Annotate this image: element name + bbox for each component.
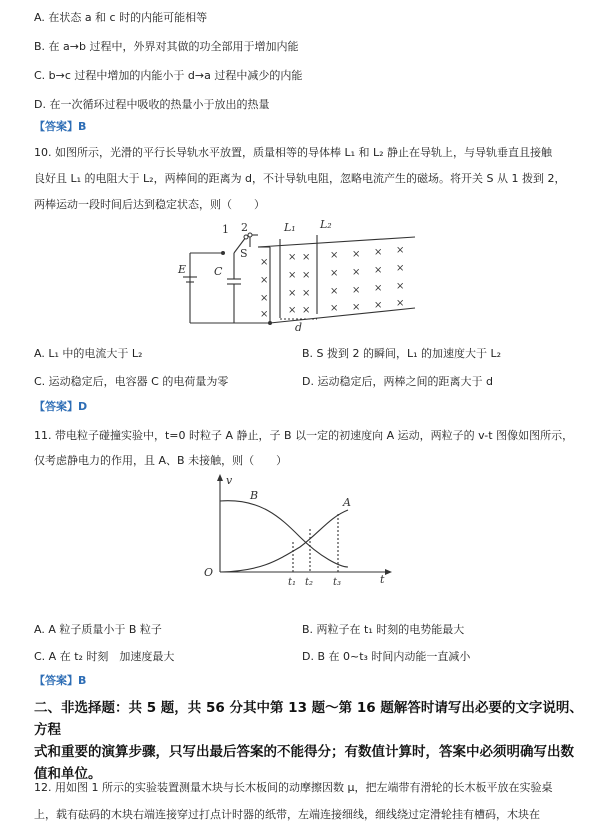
svg-text:×: × [374,283,383,294]
svg-text:×: × [396,281,405,292]
svg-text:×: × [374,247,383,258]
svg-text:×: × [288,288,297,299]
svg-text:×: × [330,286,339,297]
q11-answer: 【答案】B [34,674,87,687]
tick-t1-label: t₁ [288,577,297,588]
q9-option-d: D. 在一次循环过程中吸收的热量小于放出的热量 [34,98,270,111]
rod-l1-label: L₁ [284,221,296,234]
q10-stem-line-1: 10. 如图所示，光滑的平行长导轨水平放置，质量相等的导体棒 L₁ 和 L₂ 静止在导轨上，与导轨垂直且接触 [34,146,553,159]
svg-text:×: × [260,275,269,286]
svg-text:×: × [260,257,269,268]
q9-option-a: A. 在状态 a 和 c 时的内能可能相等 [34,11,208,24]
q11-stem-line-2: 仅考虑静电力的作用，且 A、B 未接触，则（ ） [34,454,288,467]
origin-label: O [204,566,214,579]
switch-label-2: 2 [241,221,248,234]
svg-text:×: × [396,298,405,309]
svg-text:×: × [352,249,361,260]
section2-line-2: 式和重要的演算步骤，只写出最后答案的不能得分；有数值计算时，答案中必须明确写出数 [34,744,574,760]
q11-option-b: B. 两粒子在 t₁ 时刻的电势能最大 [302,623,465,636]
curve-b-label: B [250,489,259,502]
q11-option-c: C. A 在 t₂ 时刻 加速度最大 [34,650,175,663]
q10-option-a: A. L₁ 中的电流大于 L₂ [34,347,143,360]
section2-line-1: 二、非选择题：共 5 题，共 56 分其中第 13 题～第 16 题解答时请写出必要的文字说明、方程 [34,700,583,738]
svg-text:×: × [260,293,269,304]
section2-line-3: 值和单位。 [34,766,102,782]
q10-stem-line-3: 两棒运动一段时间后达到稳定状态，则（ ） [34,198,265,211]
capacitor-label: C [214,265,223,278]
svg-text:×: × [288,305,297,316]
q9-option-c: C. b→c 过程中增加的内能小于 d→a 过程中减少的内能 [34,69,303,82]
svg-text:×: × [396,263,405,274]
svg-text:×: × [302,252,311,263]
rod-l2-label: L₂ [320,218,332,231]
q12-stem-line-2: 上，载有砝码的木块右端连接穿过打点计时器的纸带，左端连接细线，细线绕过定滑轮挂有槽码，木块在 [34,808,540,821]
svg-text:×: × [288,252,297,263]
q9-option-b: B. 在 a→b 过程中，外界对其做的功全部用于增加内能 [34,40,299,53]
magnetic-field-marks [260,245,404,320]
switch-label-s: S [240,247,248,260]
svg-text:×: × [302,305,311,316]
q10-option-c: C. 运动稳定后，电容器 C 的电荷量为零 [34,375,229,388]
svg-text:×: × [374,265,383,276]
axis-t-label: t [380,573,385,586]
q10-option-d: D. 运动稳定后，两棒之间的距离大于 d [302,375,493,388]
q11-vt-graph [200,472,395,590]
q10-option-b: B. S 拨到 2 的瞬间，L₁ 的加速度大于 L₂ [302,347,502,360]
tick-t3-label: t₃ [333,577,342,588]
svg-text:×: × [352,267,361,278]
distance-d-label: d [295,321,303,334]
tick-t2-label: t₂ [305,577,314,588]
q10-stem-line-2: 良好且 L₁ 的电阻大于 L₂，两棒间的距离为 d，不计导轨电阻，忽略电流产生的磁场。将开关 S 从 1 拨到 2， [34,172,566,185]
q9-answer: 【答案】B [34,120,87,133]
curve-a-label: A [343,496,351,509]
q10-circuit-figure [178,215,425,334]
axis-v-label: v [226,474,233,487]
q11-stem-line-1: 11. 带电粒子碰撞实验中，t=0 时粒子 A 静止，子 B 以一定的初速度向 A 运动，两粒子的 v-t 图像如图所示， [34,429,574,442]
svg-text:×: × [288,270,297,281]
svg-text:×: × [396,245,405,256]
svg-text:×: × [302,288,311,299]
q11-option-d: D. B 在 0~t₃ 时间内动能一直减小 [302,650,471,663]
svg-text:×: × [302,270,311,281]
svg-text:×: × [260,309,269,320]
svg-text:×: × [352,302,361,313]
svg-text:×: × [330,250,339,261]
battery-label: E [178,263,187,276]
svg-text:×: × [352,285,361,296]
q11-option-a: A. A 粒子质量小于 B 粒子 [34,623,162,636]
svg-text:×: × [330,268,339,279]
svg-text:×: × [374,300,383,311]
switch-label-1: 1 [222,223,229,236]
q12-stem-line-1: 12. 用如图 1 所示的实验装置测量木块与长木板间的动摩擦因数 μ，把左端带有滑轮的长木板平放在实验桌 [34,781,553,794]
section2-heading [34,697,594,785]
q10-answer: 【答案】D [34,400,88,413]
svg-text:×: × [330,303,339,314]
